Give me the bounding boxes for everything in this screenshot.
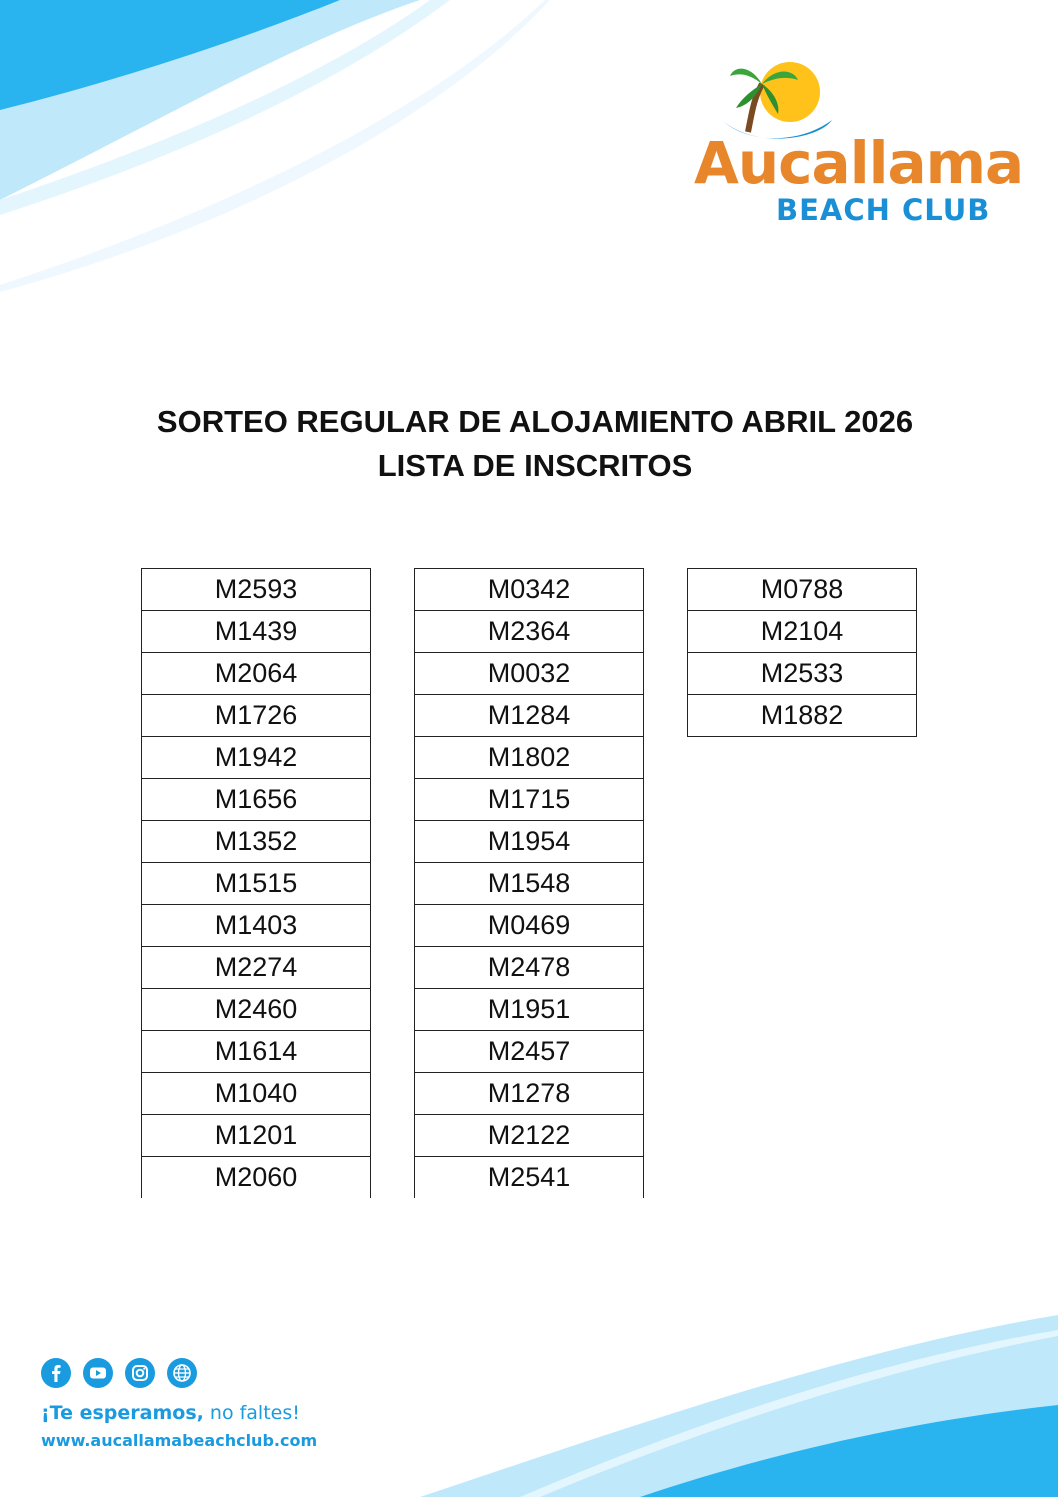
registrant-code: M1656 — [142, 779, 371, 821]
table-row — [688, 569, 917, 611]
registrant-code: M1040 — [142, 1073, 371, 1115]
table-row — [142, 695, 371, 737]
registrant-code: M1951 — [415, 989, 644, 1031]
registrant-code: M0342 — [415, 569, 644, 611]
table-row — [142, 821, 371, 863]
table-row — [415, 989, 644, 1031]
table-row — [142, 737, 371, 779]
registrant-column-1 — [141, 568, 371, 1198]
table-row — [415, 611, 644, 653]
table-row — [415, 1157, 644, 1199]
table-row — [415, 695, 644, 737]
table-row — [415, 779, 644, 821]
globe-icon[interactable] — [167, 1358, 197, 1388]
registrant-column-3 — [687, 568, 917, 737]
tagline-rest: no faltes! — [203, 1402, 300, 1424]
registrant-code: M1802 — [415, 737, 644, 779]
table-row — [415, 653, 644, 695]
table-row — [415, 947, 644, 989]
logo-subtitle: BEACH CLUB — [776, 193, 991, 227]
registrant-code: M2060 — [142, 1157, 371, 1199]
table-row — [142, 1115, 371, 1157]
website-link[interactable]: www.aucallamabeachclub.com — [41, 1431, 318, 1450]
registrant-code: M1548 — [415, 863, 644, 905]
table-row — [142, 1031, 371, 1073]
table-row — [142, 905, 371, 947]
registrant-code: M1942 — [142, 737, 371, 779]
registrant-code: M0788 — [688, 569, 917, 611]
tagline-bold: ¡Te esperamos, — [41, 1402, 204, 1424]
table-row — [142, 863, 371, 905]
table-row — [142, 611, 371, 653]
table-row — [415, 821, 644, 863]
table-row — [415, 1115, 644, 1157]
table-row — [688, 611, 917, 653]
footer-tagline — [41, 1402, 300, 1424]
registrant-code: M2064 — [142, 653, 371, 695]
table-row — [688, 695, 917, 737]
registrant-code: M0032 — [415, 653, 644, 695]
registrant-code: M2478 — [415, 947, 644, 989]
registrant-code: M1614 — [142, 1031, 371, 1073]
registrant-code: M2274 — [142, 947, 371, 989]
registrant-code: M1278 — [415, 1073, 644, 1115]
aucallama-logo — [690, 58, 1040, 228]
table-row — [415, 569, 644, 611]
table-row — [142, 779, 371, 821]
table-row — [142, 1073, 371, 1115]
registrant-code: M2122 — [415, 1115, 644, 1157]
logo-wordmark: Aucallama — [694, 129, 1024, 197]
registrant-column-2 — [414, 568, 644, 1198]
registrant-code: M0469 — [415, 905, 644, 947]
registrant-code: M1284 — [415, 695, 644, 737]
registrant-code: M1954 — [415, 821, 644, 863]
table-row — [142, 989, 371, 1031]
registrant-code: M1515 — [142, 863, 371, 905]
table-row — [415, 863, 644, 905]
registrant-code: M1715 — [415, 779, 644, 821]
registrant-code: M2364 — [415, 611, 644, 653]
registrant-code: M2593 — [142, 569, 371, 611]
social-icons — [41, 1358, 197, 1388]
table-row — [142, 1157, 371, 1199]
table-row — [415, 1031, 644, 1073]
registrant-code: M2541 — [415, 1157, 644, 1199]
table-row — [415, 1073, 644, 1115]
facebook-icon[interactable] — [41, 1358, 71, 1388]
table-row — [415, 737, 644, 779]
table-row — [142, 569, 371, 611]
registrant-code: M1882 — [688, 695, 917, 737]
table-row — [688, 653, 917, 695]
registrant-code: M2533 — [688, 653, 917, 695]
instagram-icon[interactable] — [125, 1358, 155, 1388]
registrant-code: M1439 — [142, 611, 371, 653]
registrant-code: M1201 — [142, 1115, 371, 1157]
page-title: SORTEO REGULAR DE ALOJAMIENTO ABRIL 2026 — [156, 404, 914, 439]
registrant-code: M1352 — [142, 821, 371, 863]
table-row — [415, 905, 644, 947]
table-row — [142, 653, 371, 695]
registrant-code: M1403 — [142, 905, 371, 947]
youtube-icon[interactable] — [83, 1358, 113, 1388]
registrant-code: M2457 — [415, 1031, 644, 1073]
registrant-code: M2104 — [688, 611, 917, 653]
registrant-code: M1726 — [142, 695, 371, 737]
page-subtitle: LISTA DE INSCRITOS — [377, 448, 693, 483]
registrant-code: M2460 — [142, 989, 371, 1031]
table-row — [142, 947, 371, 989]
